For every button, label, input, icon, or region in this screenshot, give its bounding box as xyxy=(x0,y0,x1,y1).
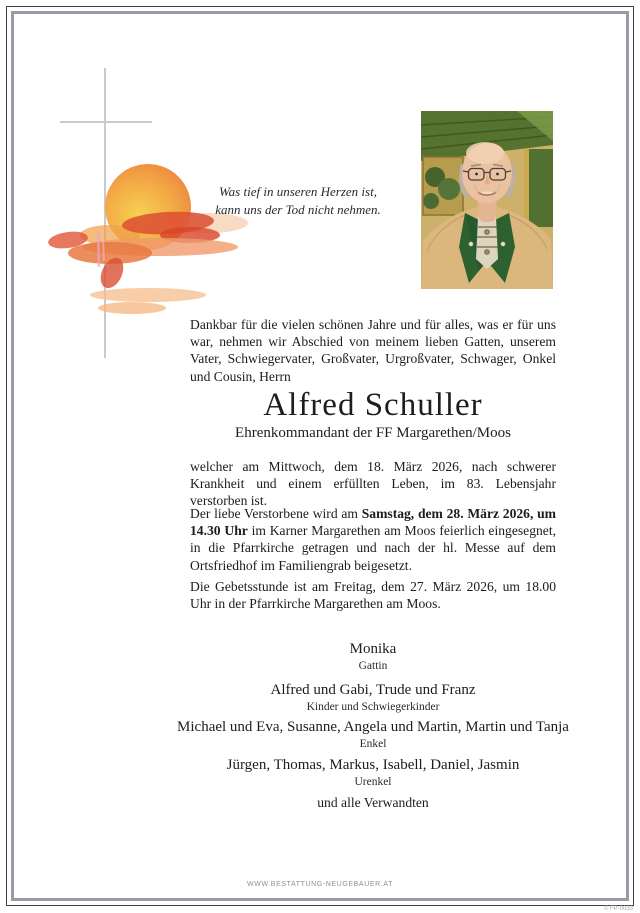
funeral-paragraph xyxy=(190,505,556,574)
mourner-names: und alle Verwandten xyxy=(317,795,429,810)
mourner-names: Jürgen, Thomas, Markus, Isabell, Daniel, Jasmin xyxy=(226,757,520,773)
deceased-name: Alfred Schuller xyxy=(263,387,483,423)
print-form-number: © FP-0033 xyxy=(603,906,633,912)
mourner-relation: Gattin xyxy=(358,660,388,672)
funeral-home-url: WWW.BESTATTUNG-NEUGEBAUER.AT xyxy=(247,881,393,888)
portrait-photo xyxy=(421,111,553,289)
mourner-relation: Enkel xyxy=(359,738,387,750)
mourner-relation: Kinder und Schwiegerkinder xyxy=(306,701,440,713)
prayer-paragraph: Die Gebetsstunde ist am Freitag, dem 27. März 2026, um 18.00 Uhr in der Pfarrkirche Margarethen am Moos. xyxy=(190,579,556,612)
mourner-entry xyxy=(120,641,626,673)
mourner-entry xyxy=(120,794,626,811)
funeral-date-bold: Samstag, dem 28. März 2026, um 14.30 Uhr xyxy=(190,506,556,539)
memorial-quote xyxy=(178,183,418,219)
mourner-names: Alfred und Gabi, Trude und Franz xyxy=(270,682,476,698)
watercolor-strokes xyxy=(47,210,248,314)
death-notice-paragraph: welcher am Mittwoch, dem 18. März 2026, nach schwerer Krankheit und einem erfüllten Leben, im 83. Lebensjahr verstorben ist. xyxy=(190,459,556,509)
mourner-names: Monika xyxy=(349,641,397,657)
mourner-entry xyxy=(120,682,626,714)
funeral-text-prefix: Der liebe Verstorbene wird am xyxy=(190,506,362,521)
mourner-relation: Urenkel xyxy=(354,776,392,788)
quote-line-2: kann uns der Tod nicht nehmen. xyxy=(215,202,381,217)
intro-paragraph: Dankbar für die vielen schönen Jahre und für alles, was er für uns war, nehmen wir Abschied von meinem lieben Gatten, unserem Vater, Schwiegervater, Großvater, Urgroßvater, Schwager, Onkel und Cousin, Herrn xyxy=(190,317,556,384)
funeral-text-suffix: im Karner Margarethen am Moos feierlich eingesegnet, in die Pfarrkirche getragen und nach der hl. Messe auf dem Ortsfriedhof im Familiengrab beigesetzt. xyxy=(190,523,556,573)
mourner-names: Michael und Eva, Susanne, Angela und Martin, Martin und Tanja xyxy=(177,719,569,735)
mourner-entry xyxy=(120,719,626,751)
deceased-title: Ehrenkommandant der FF Margarethen/Moos xyxy=(235,425,511,441)
quote-line-1: Was tief in unseren Herzen ist, xyxy=(219,184,377,199)
mourner-entry xyxy=(120,757,626,789)
